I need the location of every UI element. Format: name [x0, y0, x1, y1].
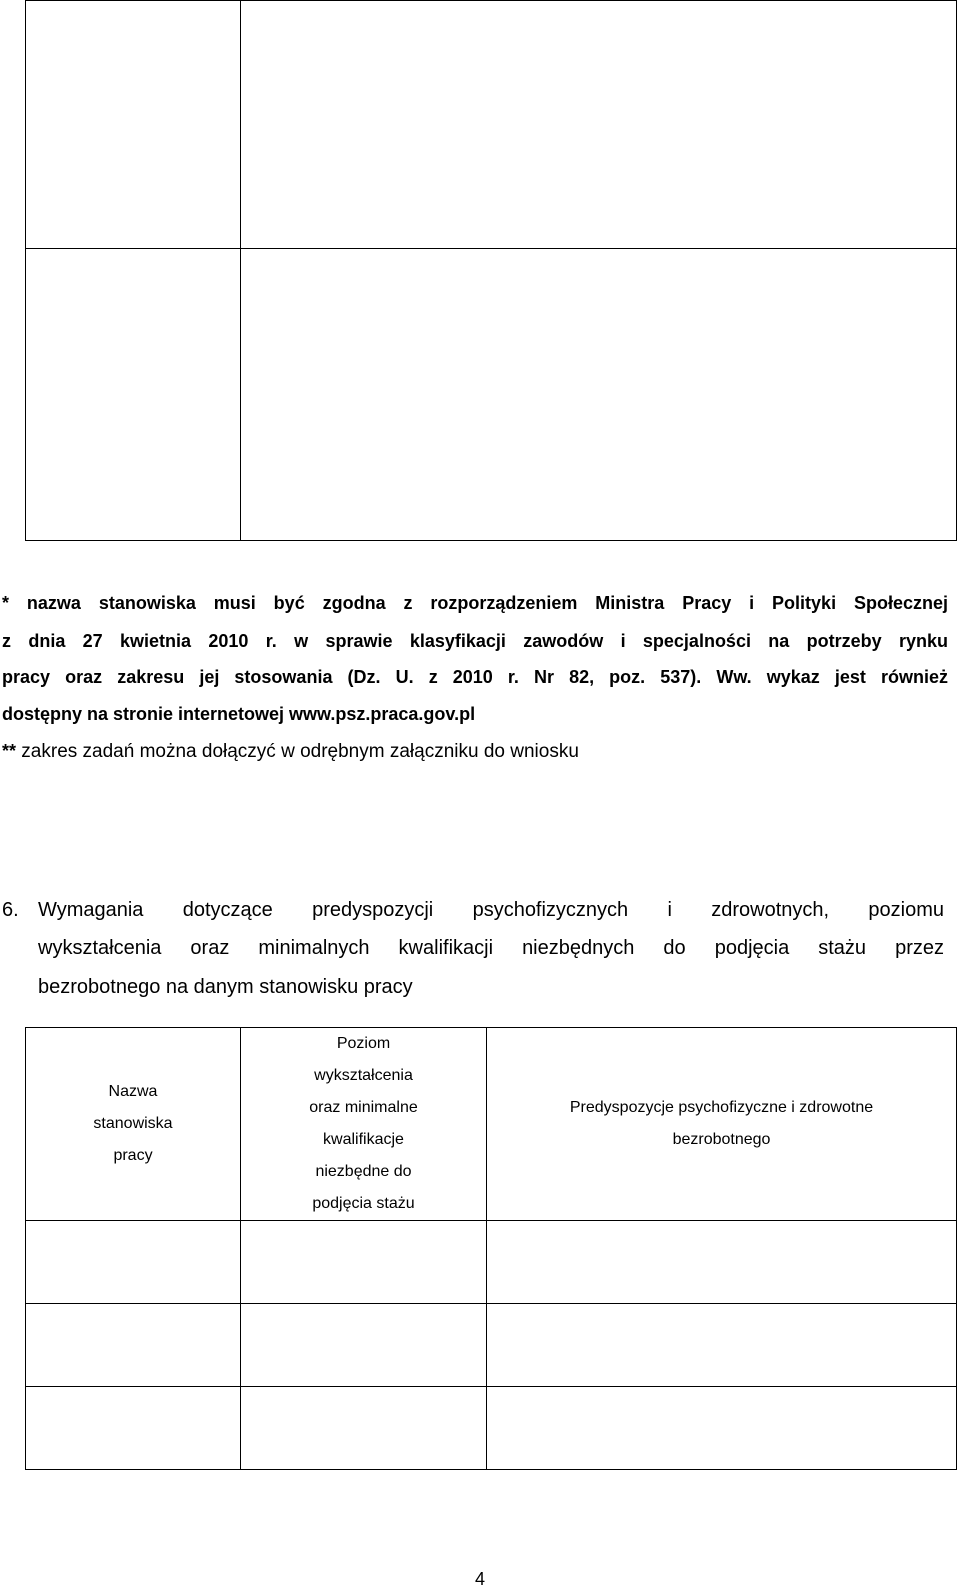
footnote-line: z dnia 27 kwietnia 2010 r. w sprawie klasyfikacji zawodów i specjalności na potrzeby rynku — [2, 631, 948, 651]
table-cell — [241, 249, 957, 541]
table-cell — [26, 249, 241, 541]
header-position-name — [26, 1028, 241, 1221]
table-cell[interactable] — [487, 1221, 957, 1304]
footnote-text: zakres zadań można dołączyć w odrębnym załączniku do wniosku — [21, 741, 579, 762]
table-row — [26, 1, 957, 249]
table-row — [26, 249, 957, 541]
requirements-table — [25, 1027, 957, 1470]
section-heading-line: Wymagania dotyczące predyspozycji psychofizycznych i zdrowotnych, poziomu — [38, 899, 944, 921]
footnote-line: dostępny na stronie internetowej www.psz.praca.gov.pl — [2, 704, 476, 724]
header-line: niezbędne do — [315, 1163, 412, 1180]
table-cell[interactable] — [241, 1304, 487, 1387]
table-cell[interactable] — [26, 1221, 241, 1304]
footnote-marker: ** — [2, 741, 17, 761]
table-row — [26, 1221, 957, 1304]
header-line: Predyspozycje psychofizyczne i zdrowotne — [569, 1099, 874, 1116]
header-line: oraz minimalne — [309, 1099, 418, 1116]
table-row — [26, 1304, 957, 1387]
table-cell[interactable] — [241, 1387, 487, 1470]
table-cell[interactable] — [241, 1221, 487, 1304]
section-heading-line: bezrobotnego na danym stanowisku pracy — [38, 976, 413, 998]
header-predispositions — [487, 1028, 957, 1221]
footnote-text: nazwa stanowiska musi być zgodna z rozporządzeniem Ministra Pracy i Polityki Społecznej — [26, 593, 948, 613]
table-cell[interactable] — [26, 1304, 241, 1387]
header-line: bezrobotnego — [672, 1131, 771, 1148]
header-line: podjęcia stażu — [312, 1195, 415, 1212]
table-cell[interactable] — [487, 1304, 957, 1387]
header-line: Poziom — [336, 1035, 391, 1052]
section-number: 6. — [2, 899, 19, 921]
header-line: Nazwa — [108, 1083, 158, 1100]
header-line: stanowiska — [93, 1115, 173, 1132]
page-number: 4 — [474, 1569, 485, 1589]
table-row — [26, 1387, 957, 1470]
footnote-line: pracy oraz zakresu jej stosowania (Dz. U. z 2010 r. Nr 82, poz. 537). Ww. wykaz jest również — [2, 667, 948, 687]
section-heading-line: wykształcenia oraz minimalnych kwalifikacji niezbędnych do podjęcia stażu przez — [38, 937, 944, 959]
header-line: kwalifikacje — [323, 1131, 404, 1148]
table-header-row — [26, 1028, 957, 1221]
table-cell — [241, 1, 957, 249]
table-cell[interactable] — [26, 1387, 241, 1470]
previous-table-continuation — [25, 0, 957, 541]
header-line: pracy — [113, 1147, 153, 1164]
footnote-marker: * — [2, 593, 10, 613]
table-cell — [26, 1, 241, 249]
header-line: wykształcenia — [314, 1067, 413, 1084]
table-cell[interactable] — [487, 1387, 957, 1470]
footnote-line — [2, 592, 948, 614]
footnote-line — [2, 740, 579, 763]
header-education-level — [241, 1028, 487, 1221]
